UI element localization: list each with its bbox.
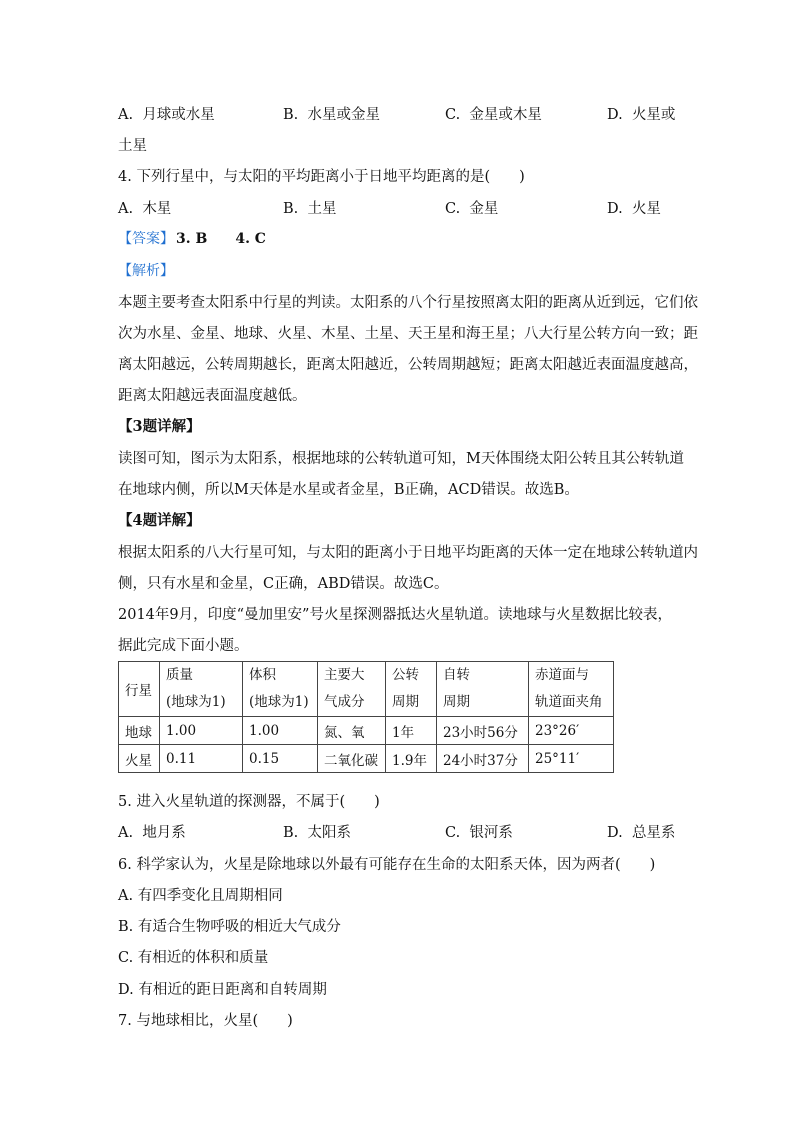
detail3-tag: 【3题详解】 (118, 418, 201, 435)
table-cell: 地球 (119, 717, 160, 745)
answer-line (118, 228, 266, 248)
q4-option-c: C. 金星 (445, 201, 499, 217)
detail4-line: 侧，只有水星和金星，C正确，ABD错误。故选C。 (118, 576, 449, 592)
analysis-line: 离太阳越远，公转周期越长，距离太阳越近，公转周期越短；距离太阳越近表面温度越高， (118, 357, 698, 373)
table-cell: 1年 (386, 717, 437, 745)
q6-option-d: D. 有相近的距日距离和自转周期 (118, 982, 327, 998)
q5-option-c: C. 银河系 (445, 825, 513, 841)
q5-stem: 5. 进入火星轨道的探测器，不属于( ) (118, 794, 380, 810)
analysis-line: 本题主要考查太阳系中行星的判读。太阳系的八个行星按照离太阳的距离从近到远，它们依 (118, 295, 698, 311)
table-header-row (119, 662, 614, 717)
analysis-line: 次为水星、金星、地球、火星、木星、土星、天王星和海王星；八大行星公转方向一致；距 (118, 326, 698, 342)
q6-option-a: A. 有四季变化且周期相同 (118, 888, 283, 904)
table-header-cell: 主要大 气成分 (318, 662, 386, 717)
q3-option-b: B. 水星或金星 (283, 107, 380, 123)
detail3-line: 在地球内侧，所以M天体是水星或者金星，B正确，ACD错误。故选B。 (118, 482, 579, 498)
table-row (119, 717, 614, 745)
q3-option-d: D. 火星或 (607, 107, 676, 123)
q3-option-d-wrap: 土星 (118, 138, 147, 154)
earth-mars-table (118, 661, 614, 773)
q3-option-c: C. 金星或木星 (445, 107, 542, 123)
analysis-line: 距离太阳越远表面温度越低。 (118, 388, 307, 404)
detail3-line: 读图可知，图示为太阳系，根据地球的公转轨道可知，M天体围绕太阳公转且其公转轨道 (118, 451, 684, 467)
q4-option-a: A. 木星 (118, 201, 172, 217)
table-cell: 二氧化碳 (318, 745, 386, 773)
q5-option-b: B. 太阳系 (283, 825, 351, 841)
intro-line: 据此完成下面小题。 (118, 638, 249, 654)
q7-stem: 7. 与地球相比，火星( ) (118, 1013, 293, 1029)
table-cell: 1.00 (243, 717, 318, 745)
table-cell: 23°26′ (529, 717, 614, 745)
detail4-tag: 【4题详解】 (118, 512, 201, 529)
table-cell: 火星 (119, 745, 160, 773)
table-header-cell: 行星 (119, 662, 160, 717)
table-cell: 氮、氧 (318, 717, 386, 745)
table-header-cell: 赤道面与 轨道面夹角 (529, 662, 614, 717)
table-header-cell: 体积 (地球为1) (243, 662, 318, 717)
answer-tag: 【答案】 (118, 231, 174, 247)
table-header-cell: 公转 周期 (386, 662, 437, 717)
q6-option-b: B. 有适合生物呼吸的相近大气成分 (118, 919, 341, 935)
q4-option-b: B. 土星 (283, 201, 337, 217)
q5-option-a: A. 地月系 (118, 825, 186, 841)
table-cell: 1.00 (160, 717, 243, 745)
q6-option-c: C. 有相近的体积和质量 (118, 950, 269, 966)
q4-option-d: D. 火星 (607, 201, 661, 217)
table-cell: 24小时37分 (437, 745, 529, 773)
q3-option-a: A. 月球或水星 (118, 107, 215, 123)
table-header-cell: 自转 周期 (437, 662, 529, 717)
table-row (119, 745, 614, 773)
table-cell: 23小时56分 (437, 717, 529, 745)
table-cell: 1.9年 (386, 745, 437, 773)
table-cell: 0.11 (160, 745, 243, 773)
q6-stem: 6. 科学家认为，火星是除地球以外最有可能存在生命的太阳系天体，因为两者( ) (118, 857, 656, 873)
detail4-line: 根据太阳系的八大行星可知，与太阳的距离小于日地平均距离的天体一定在地球公转轨道内 (118, 545, 698, 561)
answer-text: 3. B 4. C (176, 231, 266, 247)
q4-stem: 4. 下列行星中，与太阳的平均距离小于日地平均距离的是( ) (118, 169, 525, 185)
intro-line: 2014年9月，印度“曼加里安”号火星探测器抵达火星轨道。读地球与火星数据比较表， (118, 607, 672, 623)
analysis-tag: 【解析】 (118, 263, 174, 279)
table-header-cell: 质量 (地球为1) (160, 662, 243, 717)
q5-option-d: D. 总星系 (607, 825, 676, 841)
table-cell: 25°11′ (529, 745, 614, 773)
table-cell: 0.15 (243, 745, 318, 773)
